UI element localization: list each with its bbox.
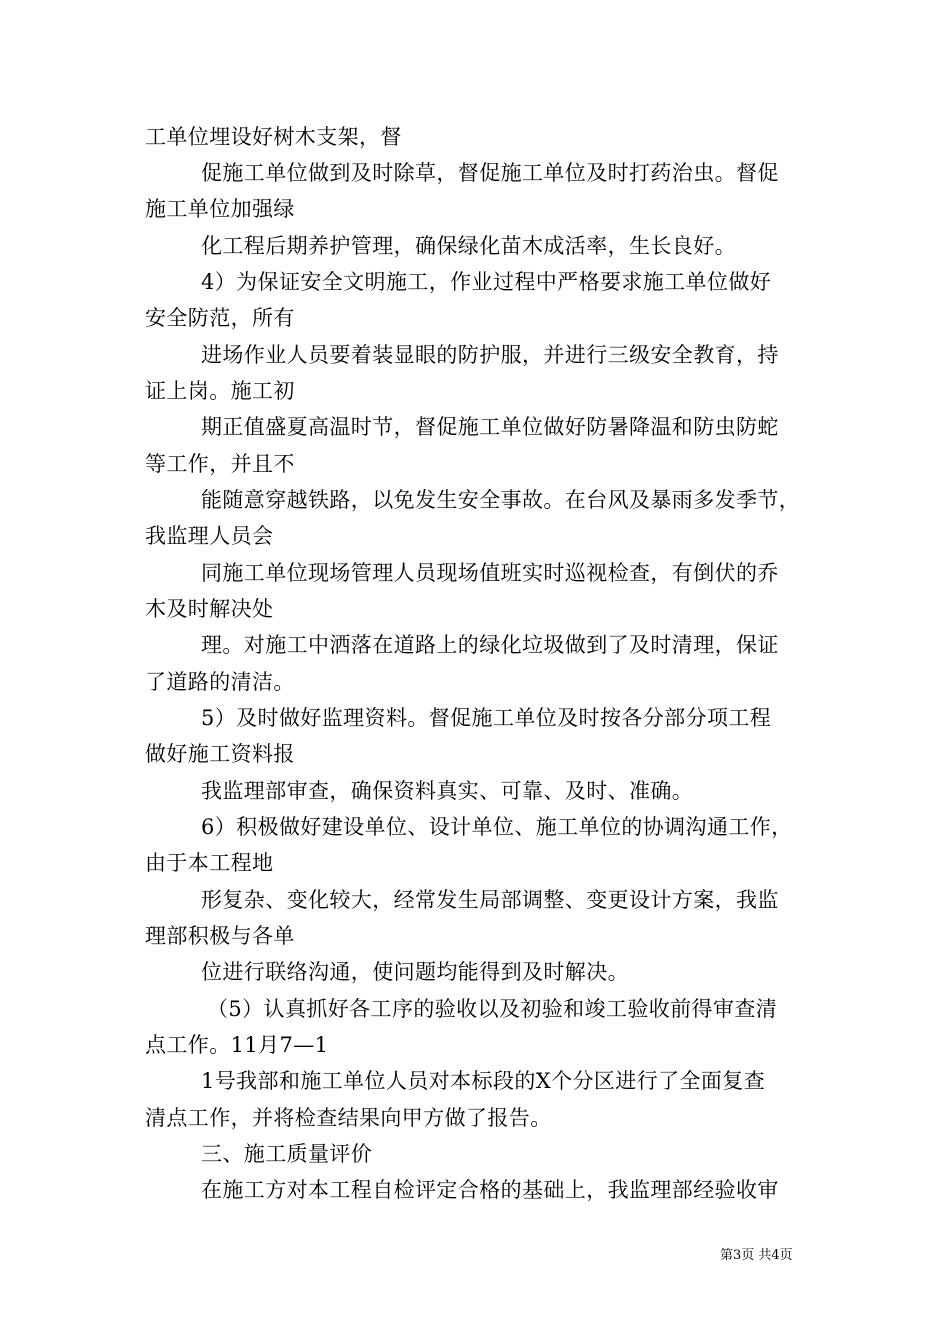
text-line: 做好施工资料报	[145, 742, 295, 766]
text-line: 形复杂、变化较大，经常发生局部调整、变更设计方案，我监	[201, 888, 779, 912]
text-line: 工单位埋设好树木支架，督	[145, 125, 402, 149]
text-line: 1号我部和施工单位人员对本标段的X个分区进行了全面复查	[201, 1069, 766, 1093]
page-number-footer: 第3页 共4页	[720, 1248, 793, 1263]
text-line: 位进行联络沟通，使问题均能得到及时解决。	[201, 960, 629, 984]
text-line: 施工单位加强绿	[145, 197, 295, 221]
text-line: 清点工作，并将检查结果向甲方做了报告。	[145, 1106, 552, 1130]
text-line: 5）及时做好监理资料。督促施工单位及时按各分部分项工程	[201, 706, 772, 730]
text-line: 期正值盛夏高温时节，督促施工单位做好防暑降温和防虫防蛇	[201, 415, 779, 439]
text-line: （5）认真抓好各工序的验收以及初验和竣工验收前得审查清	[207, 997, 778, 1021]
text-line: 证上岗。施工初	[145, 379, 295, 403]
text-line: 安全防范，所有	[145, 306, 295, 330]
text-line: 等工作，并且不	[145, 452, 295, 476]
text-line: 同施工单位现场管理人员现场值班实时巡视检查，有倒伏的乔	[201, 561, 779, 585]
text-line: 能随意穿越铁路，以免发生安全事故。在台风及暴雨多发季节，	[201, 488, 801, 512]
text-line: 化工程后期养护管理，确保绿化苗木成活率，生长良好。	[201, 234, 736, 258]
text-line: 木及时解决处	[145, 597, 274, 621]
text-line: 理。对施工中洒落在道路上的绿化垃圾做到了及时清理，保证	[201, 633, 779, 657]
text-line: 促施工单位做到及时除草，督促施工单位及时打药治虫。督促	[201, 161, 779, 185]
text-line: 我监理部审查，确保资料真实、可靠、及时、准确。	[201, 779, 694, 803]
text-line: 点工作。11月7—1	[145, 1033, 329, 1057]
text-line: 进场作业人员要着装显眼的防护服，并进行三级安全教育，持	[201, 343, 779, 367]
text-line: 了道路的清洁。	[145, 670, 295, 694]
text-line: 在施工方对本工程自检评定合格的基础上，我监理部经验收审	[201, 1178, 779, 1202]
text-line: 理部积极与各单	[145, 924, 295, 948]
text-line: 我监理人员会	[145, 524, 274, 548]
section-heading: 三、施工质量评价	[201, 1142, 373, 1166]
text-line: 由于本工程地	[145, 851, 274, 875]
text-line: 4）为保证安全文明施工，作业过程中严格要求施工单位做好	[201, 270, 772, 294]
text-line: 6）积极做好建设单位、设计单位、施工单位的协调沟通工作，	[201, 815, 793, 839]
